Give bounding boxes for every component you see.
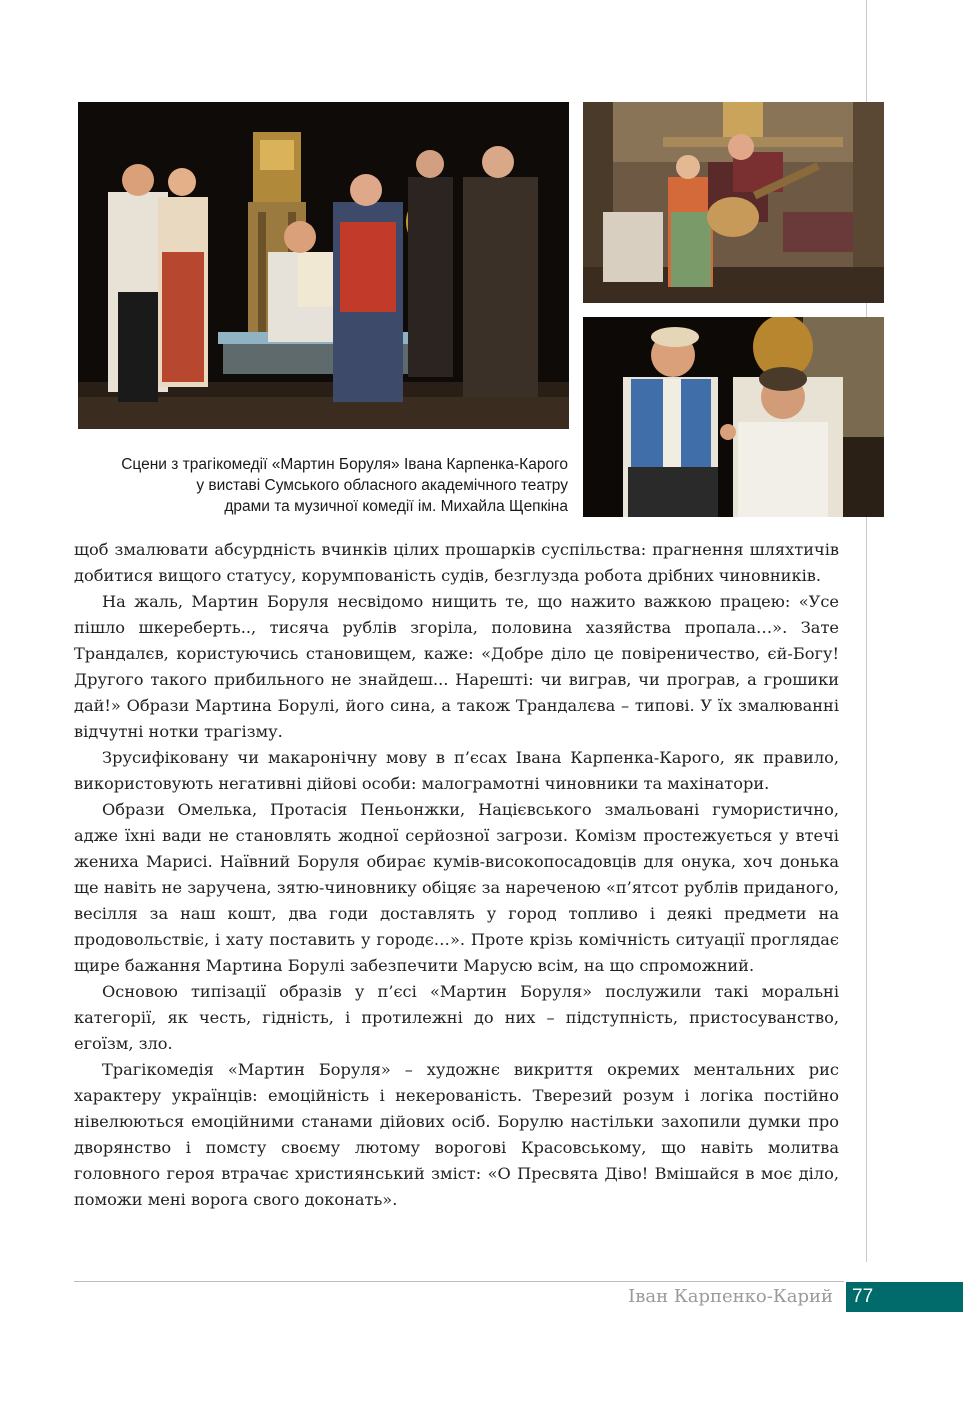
paragraph: Зрусифіковану чи макаронічну мову в п’єсах Івана Карпенка-Карого, як правило, використовують негативні дійові особи: малограмотні чиновники та махінатори. — [74, 748, 839, 793]
paragraph: Трагікомедія «Мартин Боруля» – художнє викриття окремих ментальних рис характеру українців: емоційність і некерованість. Тверезий розум і логіка постійно нівелюються емоційними станами дійових осіб. Борулю настільки захопили думки про дворянство і помсту своєму лютому ворогові Красовському, що навіть молитва головного героя втрачає християнський зміст: «О Пресвята Діво! Вмішайся в моє діло, поможи мені ворога свого доконать». — [74, 1060, 839, 1209]
caption-line: драми та музичної комедії ім. Михайла Щепкіна — [224, 498, 568, 515]
stage-scene-guitar-icon — [583, 102, 884, 303]
caption-line: у виставі Сумського обласного академічного театру — [196, 477, 568, 494]
page-number: 77 — [852, 1286, 874, 1307]
body-text — [74, 537, 839, 1213]
caption-line: Сцени з трагікомедії «Мартин Боруля» Івана Карпенка-Карого — [121, 456, 568, 473]
running-footer-author: Іван Карпенко-Карий — [628, 1286, 833, 1307]
page-number-box — [846, 1282, 963, 1312]
stage-scene-dialogue-icon — [583, 317, 884, 517]
paragraph: щоб змалювати абсурдність вчинків цілих прошарків суспільства: прагнення шляхтичів добитися вищого статусу, корумпованість судів, безглузда робота дрібних чиновників. — [74, 540, 839, 585]
paragraph: Образи Омелька, Протасія Пеньонжки, Націєвського змальовані гумористично, адже їхні вади не становлять жодної серйозної загрози. Комізм простежується у втечі жениха Марисі. Наївний Боруля обирає кумів-високопосадовців для онука, хоч донька ще навіть не заручена, зятю-чиновнику обіцяє за нареченою «п’ятсот рублів приданого, весілля за наш кошт, два годи доставлять у город топливо і деякі предмети на продовольствіє, і хату поставить у городє…». Проте крізь комічність ситуації проглядає щире бажання Мартина Борулі забезпечити Марусю всім, на що спроможний. — [74, 800, 839, 975]
paragraph: Основою типізації образів у п’єсі «Мартин Боруля» послужили такі моральні категорії, як честь, гідність, і протилежні до них – підступність, пристосуванство, егоїзм, зло. — [74, 982, 839, 1053]
stage-scene-chairs-icon — [78, 102, 569, 429]
photo-caption — [78, 454, 568, 517]
paragraph: На жаль, Мартин Боруля несвідомо нищить те, що нажито важкою працею: «Усе пішло шкереберть.., тисяча рублів згоріла, половина хазяйства пропала…». Зате Трандалєв, користуючись становищем, каже: «Добре діло це повіреничество, єй-Богу! Другого такого прибильного не знайдеш... Нарешті: чи виграв, чи програв, а грошики дай!» Образи Мартина Борулі, його сина, а також Трандалєва – типові. У їх змалюванні відчутні нотки трагізму. — [74, 592, 839, 741]
footer-rule — [74, 1281, 844, 1282]
